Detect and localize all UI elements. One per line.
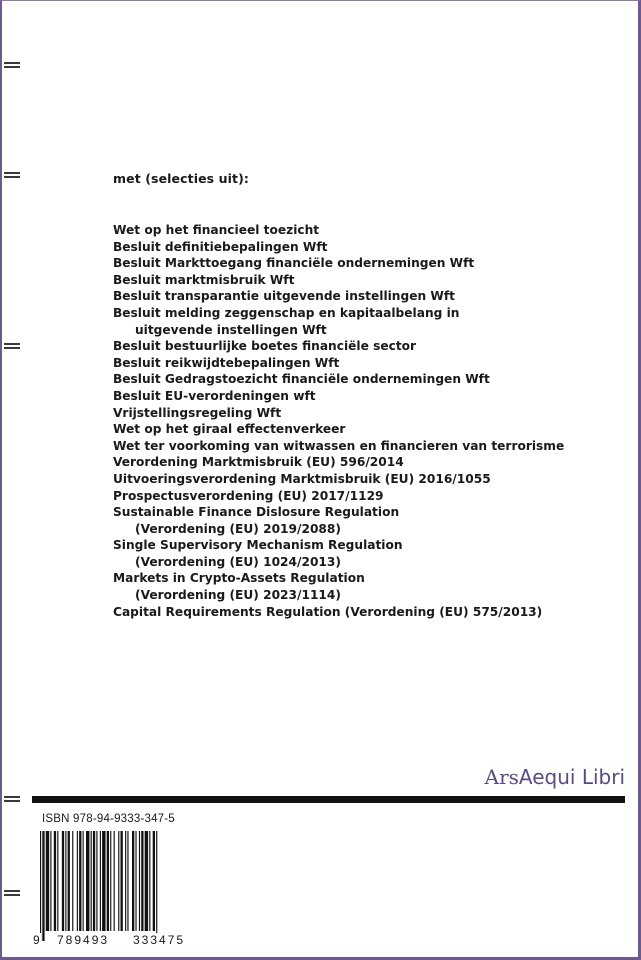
law-item (113, 471, 583, 488)
barcode-bar (100, 831, 101, 931)
barcode (32, 831, 202, 943)
law-title: Capital Requirements Regulation (Verordening (EU) 575/2013) (113, 604, 543, 619)
law-item (113, 537, 583, 570)
barcode-group-right: 333475 (133, 933, 186, 947)
barcode-bar (42, 831, 44, 941)
law-title: Besluit reikwijdtebepalingen Wft (113, 355, 340, 370)
publisher-logo-rest: Aequi Libri (518, 765, 625, 789)
barcode-bar (77, 831, 78, 931)
barcode-bar (139, 831, 140, 931)
barcode-bar (107, 831, 109, 931)
barcode-bar (62, 831, 64, 931)
law-title: Besluit Markttoegang financiële ondernemingen Wft (113, 256, 475, 271)
law-title: Wet op het financieel toezicht (113, 223, 320, 237)
law-item (113, 570, 583, 603)
barcode-bar (156, 831, 157, 941)
barcode-bar (149, 831, 150, 931)
law-item (113, 371, 583, 388)
barcode-bar (57, 831, 58, 931)
barcode-bar (96, 831, 97, 931)
law-item (113, 454, 583, 471)
barcode-bar (102, 831, 105, 931)
law-title: Besluit bestuurlijke boetes financiële sector (113, 339, 417, 354)
barcode-bar (141, 831, 143, 931)
barcode-digits (32, 933, 204, 949)
margin-tick (4, 62, 20, 68)
barcode-bar (65, 831, 66, 931)
law-title: Besluit melding zeggenschap en kapitaalbelang in (113, 305, 460, 320)
margin-tick (4, 172, 20, 178)
law-item (113, 255, 583, 272)
law-title: Wet op het giraal effectenverkeer (113, 422, 346, 437)
barcode-bar (91, 831, 92, 931)
law-title: Besluit transparantie uitgevende instellingen Wft (113, 289, 455, 304)
law-item (113, 405, 583, 422)
law-title: Prospectusverordening (EU) 2017/1129 (113, 488, 384, 503)
law-title: Besluit marktmisbruik Wft (113, 272, 295, 287)
law-item (113, 355, 583, 372)
barcode-bar (127, 831, 128, 931)
law-title-continuation: uitgevende instellingen Wft (135, 322, 327, 337)
publisher-logo (485, 765, 625, 789)
barcode-group-left: 789493 (57, 933, 110, 947)
law-title: Vrijstellingsregeling Wft (113, 405, 282, 420)
law-item (113, 388, 583, 405)
margin-tick (4, 343, 20, 349)
intro-text: met (selecties uit): (113, 171, 250, 186)
law-item (113, 222, 583, 239)
law-title: Sustainable Finance Dislosure Regulation (113, 505, 400, 520)
law-title-continuation: (Verordening (EU) 2019/2088) (135, 521, 341, 536)
law-item (113, 438, 583, 455)
barcode-digit-first: 9 (33, 933, 40, 947)
law-title: Besluit EU-verordeningen wft (113, 388, 316, 403)
barcode-bar (54, 831, 56, 931)
law-title-continuation: (Verordening (EU) 2023/1114) (135, 588, 341, 603)
law-item (113, 488, 583, 505)
law-title: Single Supervisory Mechanism Regulation (113, 538, 403, 553)
barcode-bar (125, 831, 126, 931)
barcode-bar (72, 831, 73, 931)
barcode-bar (86, 831, 89, 931)
law-item (113, 239, 583, 256)
barcode-bar (83, 831, 84, 931)
barcode-bar (93, 831, 95, 931)
law-item (113, 305, 583, 338)
barcode-bar (118, 831, 119, 931)
law-title: Besluit Gedragstoezicht financiële ondernemingen Wft (113, 372, 490, 387)
barcode-bar (135, 831, 136, 931)
barcode-bar (145, 831, 148, 931)
law-item (113, 604, 583, 621)
law-title: Uitvoeringsverordening Marktmisbruik (EU) 2016/1055 (113, 471, 491, 486)
margin-tick (4, 890, 20, 896)
law-list (113, 222, 583, 620)
law-title-continuation: (Verordening (EU) 1024/2013) (135, 554, 341, 569)
divider-rule (32, 796, 625, 803)
law-title: Wet ter voorkoming van witwassen en financieren van terrorisme (113, 438, 565, 453)
publisher-logo-ars: Ars (484, 765, 519, 789)
law-item (113, 272, 583, 289)
barcode-bar (153, 831, 155, 931)
barcode-bar (79, 831, 81, 931)
law-title: Besluit definitiebepalingen Wft (113, 239, 328, 254)
barcode-bar (40, 831, 41, 941)
law-item (113, 504, 583, 537)
barcode-bar (132, 831, 134, 931)
law-item (113, 421, 583, 438)
law-item (113, 338, 583, 355)
barcode-bar (50, 831, 51, 931)
isbn-text: ISBN 978-94-9333-347-5 (42, 813, 175, 825)
barcode-bar (68, 831, 70, 931)
barcode-bar (121, 831, 123, 931)
law-item (113, 288, 583, 305)
law-title: Markets in Crypto-Assets Regulation (113, 571, 365, 586)
barcode-bar (46, 831, 49, 931)
barcode-bar (114, 831, 115, 931)
law-title: Verordening Marktmisbruik (EU) 596/2014 (113, 455, 404, 470)
barcode-bar (110, 831, 111, 931)
margin-tick (4, 796, 20, 802)
